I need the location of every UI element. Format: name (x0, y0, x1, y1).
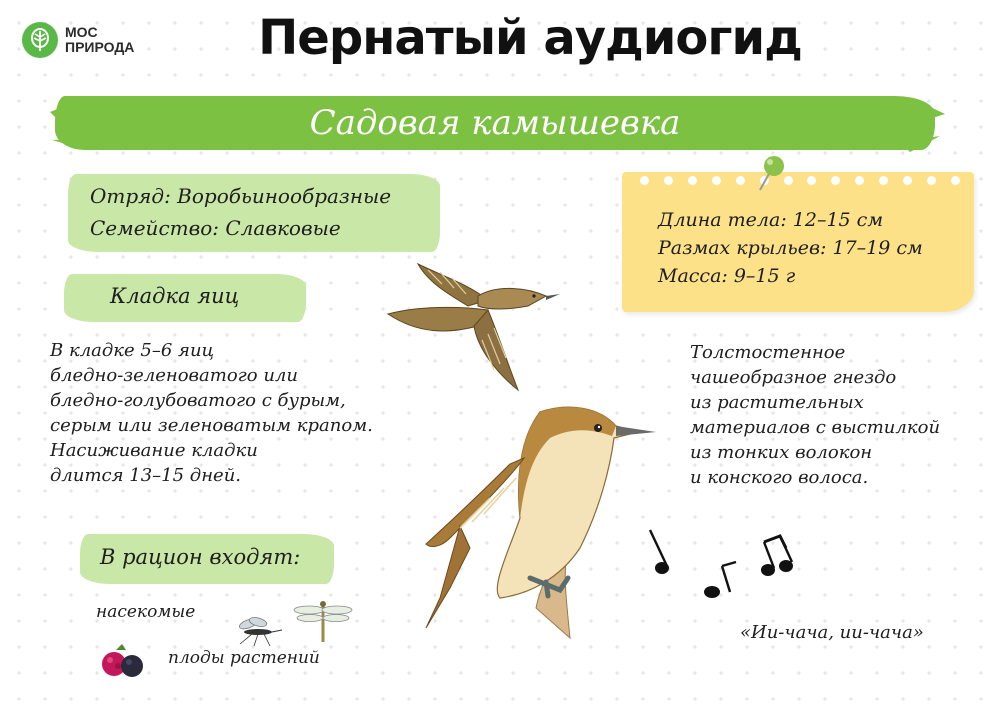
species-name: Садовая камышевка (309, 103, 681, 143)
nest-line: чашеобразное гнездо (690, 367, 897, 388)
berries-icon (98, 640, 148, 682)
eggs-title: Кладка яиц (110, 284, 240, 308)
page-title: Пернатый аудиогид (258, 10, 802, 66)
eggs-line: серым или зеленоватым крапом. (50, 415, 373, 436)
body-mass: Масса: 9–15 г (658, 265, 796, 287)
eggs-line: Насиживание кладки (50, 440, 258, 461)
nest-line: материалов с выстилкой (690, 417, 941, 438)
pushpin-icon (750, 150, 790, 196)
diet-title: В рацион входят: (100, 545, 301, 569)
logo-line1: МОС (65, 24, 98, 40)
song-text: «Ии-чача, ии-чача» (740, 622, 924, 643)
dragonfly-icon (292, 598, 354, 644)
nest-line: Толстостенное (690, 342, 846, 363)
music-notes-icon (640, 520, 810, 610)
logo (22, 22, 134, 58)
flying-bird-illustration (378, 254, 564, 396)
measurements (658, 206, 923, 290)
eggs-line: бледно-зеленоватого или (50, 365, 298, 386)
logo-line2: ПРИРОДА (65, 39, 135, 55)
nest-line: из растительных (690, 392, 864, 413)
diet-insects: насекомые (96, 602, 196, 622)
family-label: Семейство: Славковые (90, 216, 341, 240)
eggs-line: бледно-голубоватого с бурым, (50, 390, 346, 411)
eggs-line: В кладке 5–6 яиц (50, 340, 215, 361)
mosquito-icon (228, 612, 284, 648)
order-label: Отряд: Воробьинообразные (90, 184, 392, 208)
tree-icon (22, 22, 58, 58)
taxonomy (90, 180, 391, 244)
eggs-description (50, 338, 410, 488)
nest-line: из тонких волокон (690, 442, 873, 463)
diet-fruits: плоды растений (168, 648, 320, 668)
nest-line: и конского волоса. (690, 467, 869, 488)
eggs-line: длится 13–15 дней. (50, 465, 242, 486)
logo-text (65, 25, 134, 55)
note-holes (640, 176, 960, 188)
wingspan: Размах крыльев: 17–19 см (658, 237, 923, 259)
perched-bird-illustration (420, 398, 660, 646)
nest-description (690, 340, 990, 490)
body-length: Длина тела: 12–15 см (658, 209, 884, 231)
